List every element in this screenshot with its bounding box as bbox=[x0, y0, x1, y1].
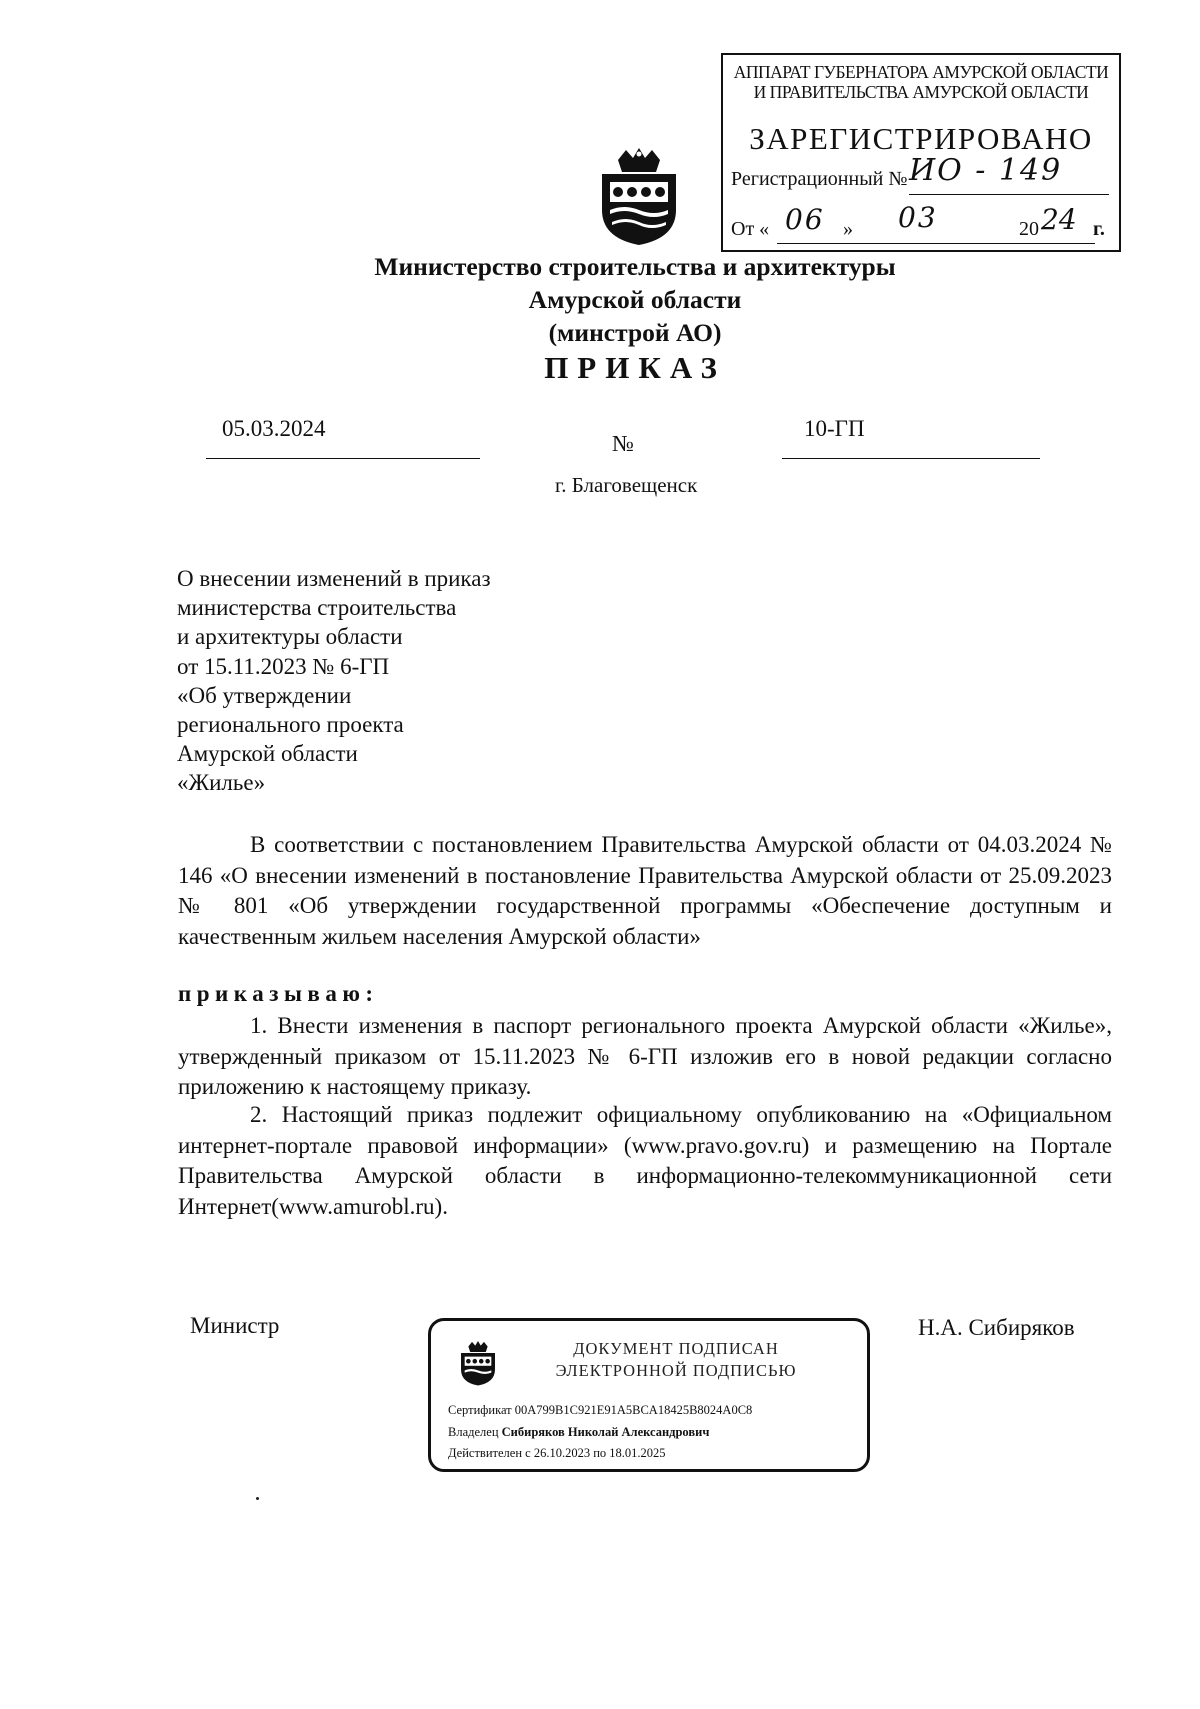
order-date-underline bbox=[206, 458, 480, 459]
signer-position: Министр bbox=[190, 1313, 280, 1338]
registration-number-underline bbox=[909, 194, 1109, 195]
registration-org bbox=[723, 62, 1119, 102]
esig-owner-label: Владелец bbox=[448, 1425, 499, 1439]
order-city: г. Благовещенск bbox=[555, 473, 698, 497]
order-number-underline bbox=[782, 458, 1040, 459]
coat-of-arms-small-icon bbox=[458, 1341, 498, 1386]
ministry-name-line-2: Амурской области bbox=[528, 285, 742, 314]
esig-cert-value: 00A799B1C921E91A5BCA18425B8024A0C8 bbox=[514, 1403, 753, 1417]
registration-date-year-end: г. bbox=[1093, 218, 1105, 240]
registration-number-label: Регистрационный № bbox=[731, 168, 908, 190]
esig-heading-1: ДОКУМЕНТ ПОДПИСАН bbox=[573, 1339, 779, 1358]
registration-date-day: 06 bbox=[785, 203, 825, 236]
subject-line: Амурской области bbox=[177, 741, 358, 767]
esig-valid-label: Действителен с bbox=[448, 1446, 531, 1460]
registration-date-mid: » bbox=[843, 218, 853, 240]
registration-number-value: ИО - 149 bbox=[909, 153, 1063, 188]
subject-line: от 15.11.2023 № 6-ГП bbox=[177, 653, 390, 679]
registration-date-month: 03 bbox=[898, 201, 938, 234]
subject-line: и архитектуры области bbox=[177, 624, 403, 650]
registration-stamp bbox=[721, 53, 1121, 252]
esig-valid-from: 26.10.2023 bbox=[533, 1446, 591, 1460]
ministry-short-name: (минстрой АО) bbox=[548, 318, 722, 347]
esig-owner bbox=[448, 1425, 709, 1440]
document-type-title: ПРИКАЗ bbox=[544, 350, 726, 385]
esig-validity bbox=[448, 1446, 666, 1461]
subject-line: «Жилье» bbox=[177, 770, 266, 796]
esig-valid-to-label: по bbox=[593, 1446, 607, 1460]
registration-status: ЗАРЕГИСТРИРОВАНО bbox=[749, 121, 1093, 156]
order-item-2: 2. Настоящий приказ подлежит официальному опубликованию на «Официальном интернет-портале правовой информации» (www.pravo.gov.ru) и размещению на Портале Правительства Амурской области в информационно-телекоммуникационной сети Интернет(www.amurobl.ru). bbox=[178, 1102, 1112, 1219]
esig-owner-value: Сибиряков Николай Александрович bbox=[501, 1425, 710, 1439]
registration-org-line-1: АППАРАТ ГУБЕРНАТОРА АМУРСКОЙ ОБЛАСТИ bbox=[733, 62, 1109, 82]
order-number: 10-ГП bbox=[804, 416, 865, 441]
decree-word: приказываю: bbox=[178, 981, 379, 1006]
esig-certificate bbox=[448, 1403, 752, 1418]
registration-date-row bbox=[731, 218, 769, 241]
subject-line: регионального проекта bbox=[177, 712, 404, 738]
registration-number-row bbox=[731, 168, 907, 191]
order-number-sign: № bbox=[612, 431, 634, 456]
registration-date-year-suffix: 24 bbox=[1041, 203, 1077, 236]
esig-heading-2: ЭЛЕКТРОННОЙ ПОДПИСЬЮ bbox=[555, 1361, 797, 1380]
esig-valid-to: 18.01.2025 bbox=[609, 1446, 666, 1460]
preamble-paragraph: В соответствии с постановлением Правительства Амурской области от 04.03.2024 № 146 «О внесении изменений в постановление Правительства Амурской области от 25.09.2023 № 801 «Об утверждении государственной программы «Обеспечение доступным и качественным жильем населения Амурской области» bbox=[178, 832, 1112, 949]
registration-date-prefix: От « bbox=[731, 218, 770, 240]
registration-org-line-2: И ПРАВИТЕЛЬСТВА АМУРСКОЙ ОБЛАСТИ bbox=[753, 82, 1089, 102]
ministry-name-line-1: Министерство строительства и архитектуры bbox=[374, 252, 896, 281]
registration-date-year-prefix: 20 bbox=[1019, 218, 1039, 240]
esig-cert-label: Сертификат bbox=[448, 1403, 512, 1417]
order-subject bbox=[177, 564, 491, 798]
registration-date-underline bbox=[777, 243, 1095, 244]
signer-name: Н.А. Сибиряков bbox=[918, 1315, 1075, 1340]
scan-speck bbox=[256, 1497, 259, 1500]
order-date: 05.03.2024 bbox=[222, 416, 326, 441]
coat-of-arms-icon bbox=[596, 148, 682, 246]
order-item-1: 1. Внести изменения в паспорт регионального проекта Амурской области «Жилье», утвержденный приказом от 15.11.2023 № 6-ГП изложив его в новой редакции согласно приложению к настоящему приказу. bbox=[178, 1013, 1112, 1099]
electronic-signature-stamp bbox=[428, 1318, 870, 1472]
subject-line: О внесении изменений в приказ bbox=[177, 566, 491, 591]
subject-line: «Об утверждении bbox=[177, 682, 352, 708]
subject-line: министерства строительства bbox=[177, 595, 457, 621]
